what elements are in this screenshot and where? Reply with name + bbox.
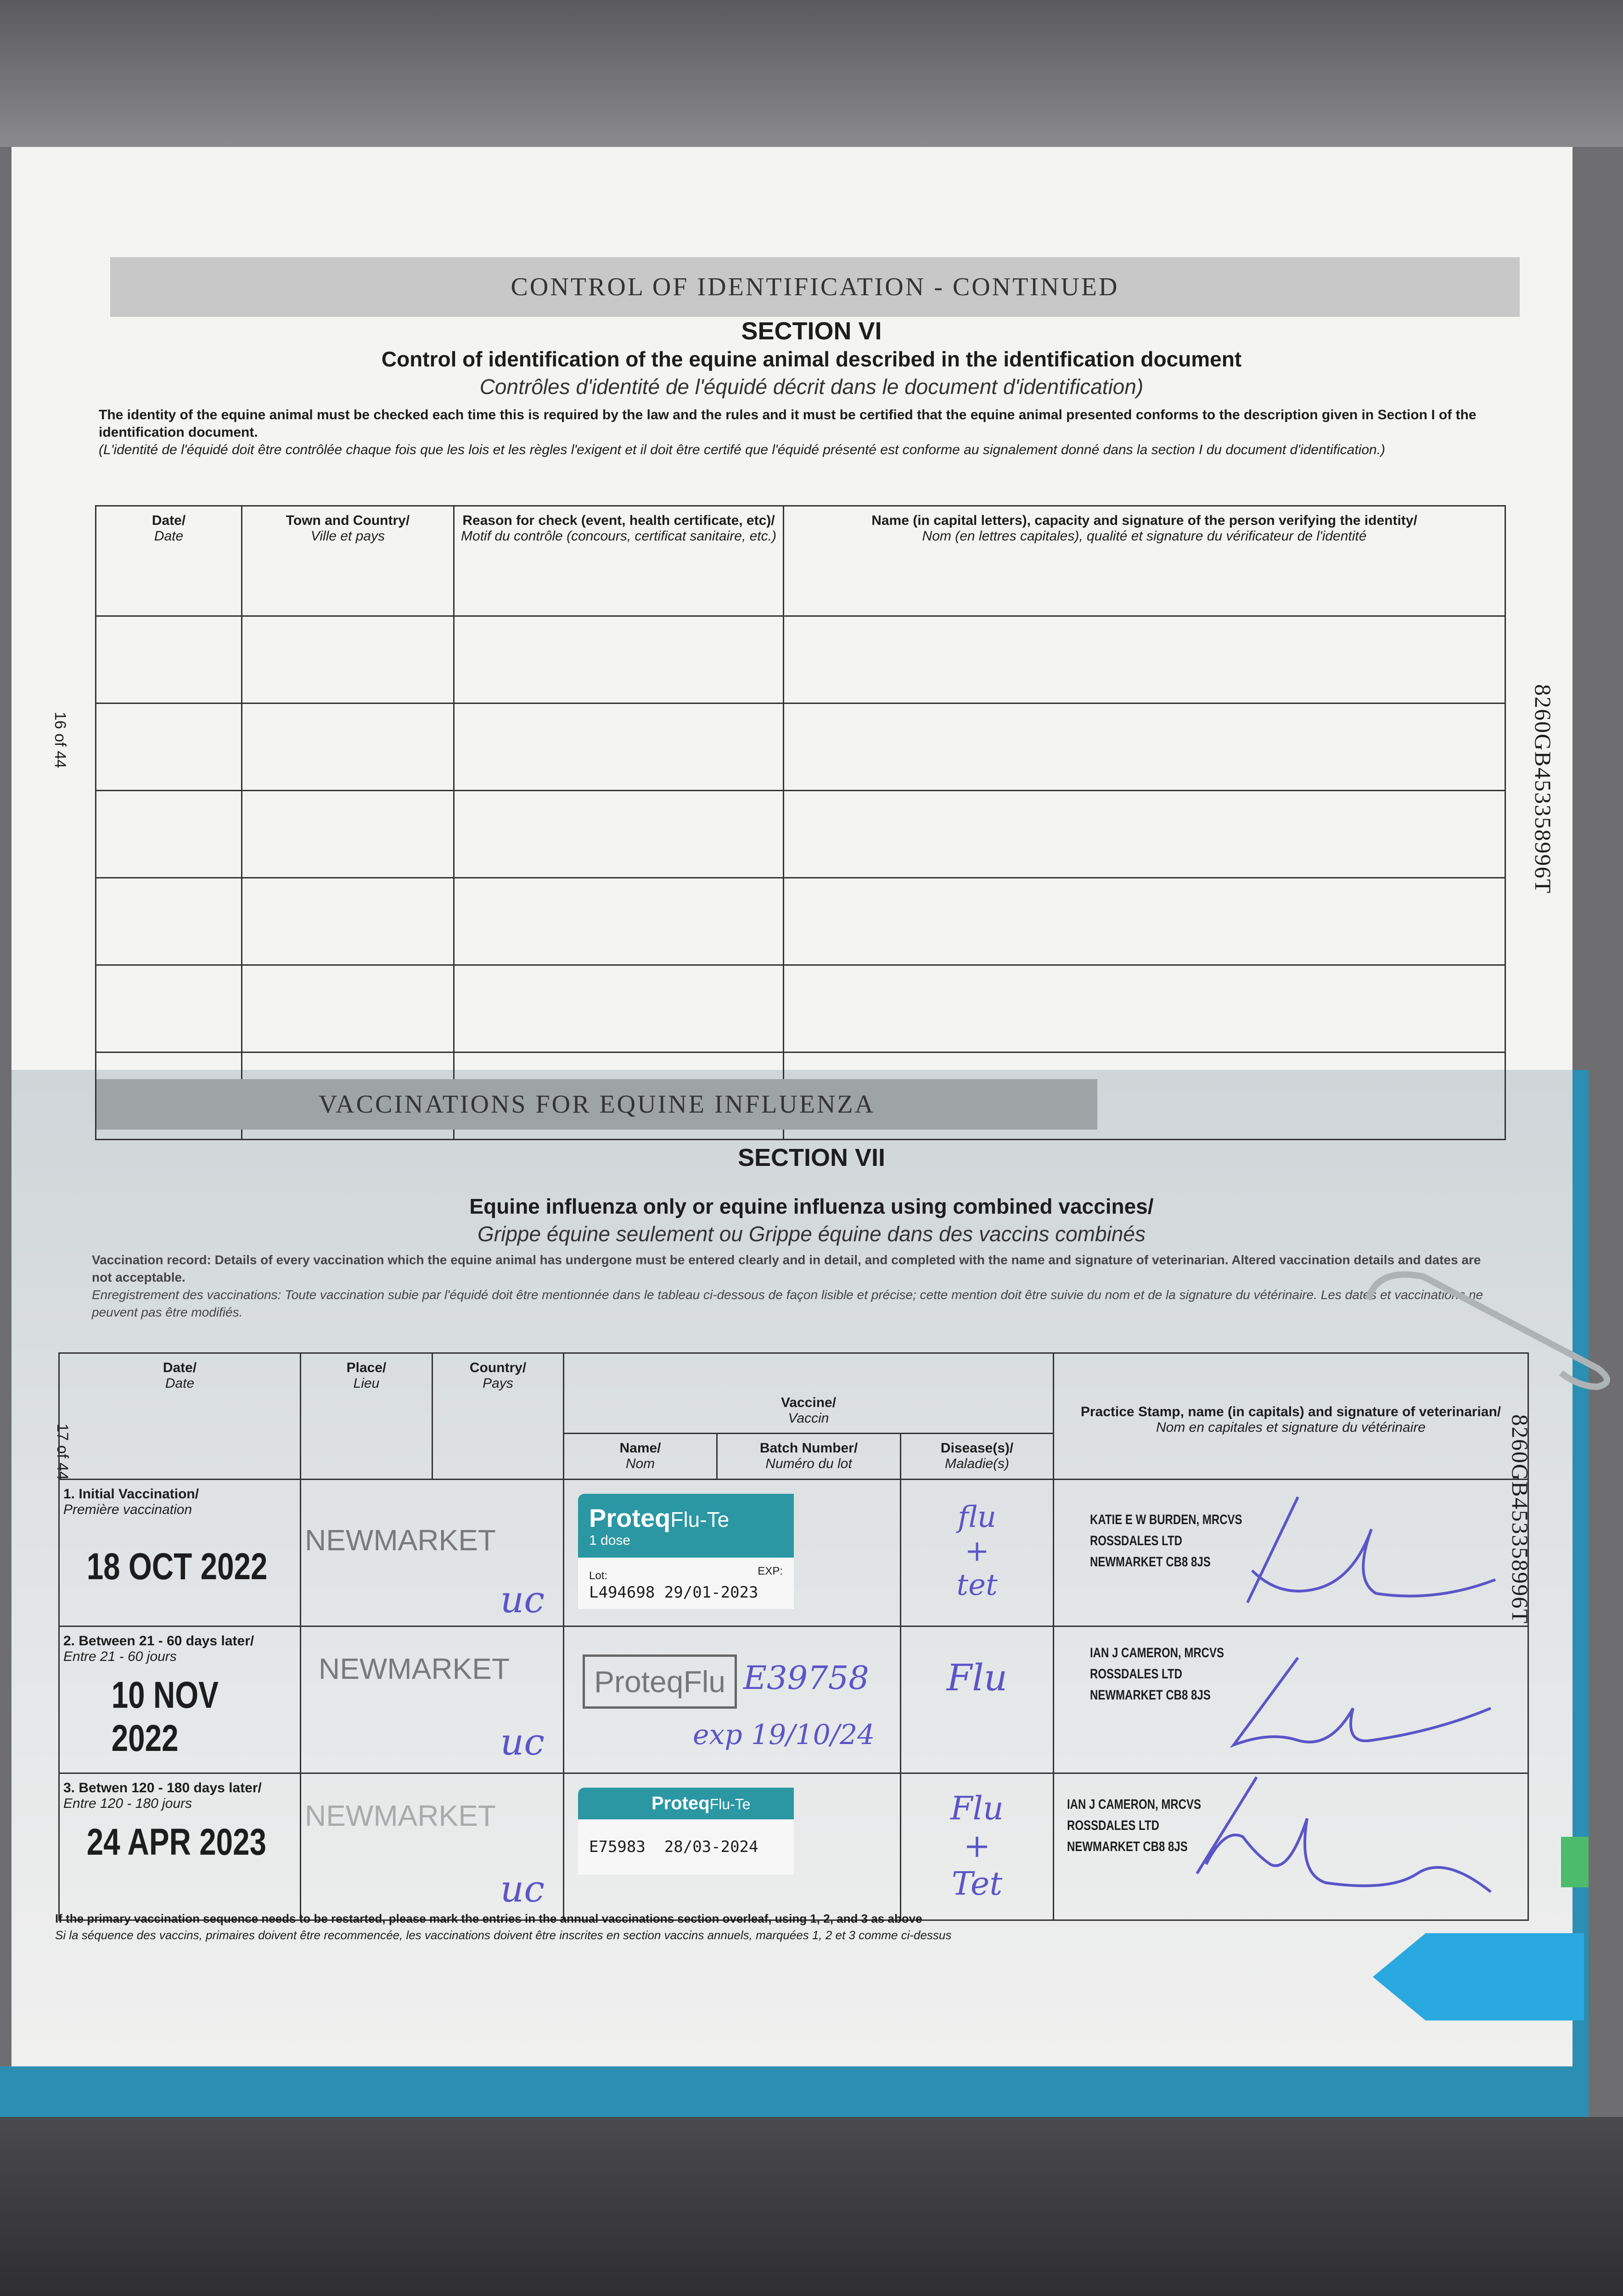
date-stamp: 10 NOV 2022 bbox=[111, 1674, 219, 1759]
batch-expiry: exp 19/10/24 bbox=[693, 1719, 875, 1751]
date-cell: 3. Betwen 120 - 180 days later/ Entre 120 - 180 jours 24 APR 2023 bbox=[59, 1773, 301, 1920]
footnote-fr: Si la séquence des vaccins, primaires doivent être recommencée, les vaccinations doivent être inscrites en section vaccins annuels, marquées 1, 2 et 3 comme ci-dessus bbox=[55, 1928, 952, 1942]
vaccine-batch-cell bbox=[564, 1626, 901, 1773]
col-date: Date/ Date bbox=[96, 506, 242, 616]
vaccination-row-1 bbox=[59, 1480, 1528, 1626]
vaccine-label-cell: ProteqFlu-Te 1 dose Lot: EXP: L494698 29/01-2023 bbox=[564, 1480, 901, 1626]
intro-text bbox=[99, 406, 1504, 459]
signature-icon bbox=[1179, 1488, 1500, 1607]
col-reason: Reason for check (event, health certificate, etc)/ Motif du contrôle (concours, certificat sanitaire, etc.) bbox=[454, 506, 784, 616]
empty-cell[interactable] bbox=[96, 616, 242, 703]
vaccine-stamp: ProteqFlu bbox=[583, 1654, 737, 1709]
empty-cell[interactable] bbox=[784, 791, 1505, 878]
initials: uc bbox=[500, 1868, 545, 1910]
expiry: 29/01-2023 bbox=[664, 1583, 758, 1602]
empty-cell[interactable] bbox=[96, 965, 242, 1052]
table-row bbox=[96, 703, 1505, 791]
identity-check-table bbox=[95, 505, 1506, 1140]
expiry: 28/03-2024 bbox=[664, 1838, 758, 1856]
vaccine-sticker: ProteqFlu-Te bbox=[578, 1788, 794, 1819]
section-heading: SECTION VI bbox=[741, 317, 882, 345]
footnote-en: If the primary vaccination sequence needs to be restarted, please mark the entries in the annual vaccinations section overleaf, using 1, 2, and 3 as above bbox=[55, 1912, 922, 1925]
place-country-cell bbox=[301, 1626, 564, 1773]
table-row bbox=[96, 791, 1505, 878]
section-title-en: Control of identification of the equine animal described in the identification document bbox=[381, 347, 1242, 371]
table-row bbox=[96, 878, 1505, 965]
place-country-cell bbox=[301, 1773, 564, 1920]
initials: uc bbox=[500, 1721, 545, 1763]
empty-cell[interactable] bbox=[784, 616, 1505, 703]
paper-clip-icon bbox=[1359, 1258, 1616, 1396]
intro-fr: Enregistrement des vaccinations: Toute vaccination subie par l'équidé doit être mentionnée dans le tableau ci-dessous de façon lisible et précise; cette mention doit être suivie du nom et de la signature du vétérinaire. Les dates et vaccinations ne peuvent pas être modifiés. bbox=[92, 1288, 1483, 1319]
section-banner: VACCINATIONS FOR EQUINE INFLUENZA bbox=[96, 1079, 1097, 1130]
date-stamp: 18 OCT 2022 bbox=[86, 1546, 268, 1587]
intro-en: Vaccination record: Details of every vaccination which the equine animal has undergone must be entered clearly and in detail, and completed with the name and signature of veterinarian. Altered vaccination details and dates are not acceptable. bbox=[92, 1253, 1481, 1284]
section-title-fr: Contrôles d'identité de l'équidé décrit dans le document d'identification) bbox=[479, 375, 1144, 399]
date-stamp: 24 APR 2023 bbox=[86, 1821, 267, 1863]
section-title-fr: Grippe équine seulement ou Grippe équine dans des vaccins combinés bbox=[477, 1222, 1146, 1246]
empty-cell[interactable] bbox=[96, 878, 242, 965]
initials: uc bbox=[500, 1578, 545, 1621]
lot-number: E75983 bbox=[589, 1838, 646, 1856]
scan-background-bottom bbox=[0, 2117, 1623, 2296]
empty-cell[interactable] bbox=[454, 878, 784, 965]
page-number: 17 of 44 bbox=[54, 1424, 71, 1480]
scan-background-top bbox=[0, 0, 1623, 147]
disease-cell: flu + tet bbox=[901, 1480, 1054, 1626]
vaccine-sticker: ProteqFlu-Te 1 dose bbox=[578, 1494, 794, 1558]
document-id: 8260GB453358996T bbox=[1530, 684, 1556, 894]
empty-cell[interactable] bbox=[242, 703, 454, 791]
empty-cell[interactable] bbox=[96, 791, 242, 878]
signature-icon bbox=[1179, 1653, 1500, 1754]
disease-cell: Flu + Tet bbox=[901, 1773, 1054, 1920]
place-country-cell bbox=[301, 1480, 564, 1626]
binder-edge-bottom bbox=[0, 2066, 1589, 2117]
intro-text bbox=[92, 1251, 1497, 1321]
table-header-row bbox=[96, 506, 1505, 616]
col-place: Place/ Lieu bbox=[301, 1353, 432, 1480]
table-row bbox=[96, 616, 1505, 703]
vet-cell: IAN J CAMERON, MRCVS ROSSDALES LTD NEWMARKET CB8 8JS bbox=[1054, 1773, 1528, 1920]
col-vaccine-name: Name/ Nom bbox=[564, 1434, 717, 1480]
section-heading: SECTION VII bbox=[737, 1144, 886, 1171]
footnote bbox=[55, 1910, 1432, 1943]
section-banner: CONTROL OF IDENTIFICATION - CONTINUED bbox=[110, 257, 1520, 317]
table-row bbox=[96, 965, 1505, 1052]
empty-cell[interactable] bbox=[242, 878, 454, 965]
empty-cell[interactable] bbox=[784, 878, 1505, 965]
empty-cell[interactable] bbox=[784, 965, 1505, 1052]
empty-cell[interactable] bbox=[96, 703, 242, 791]
table-header-row bbox=[59, 1353, 1528, 1434]
empty-cell[interactable] bbox=[454, 791, 784, 878]
empty-cell[interactable] bbox=[454, 616, 784, 703]
col-vet: Practice Stamp, name (in capitals) and signature of veterinarian/ Nom en capitales et signature du vétérinaire bbox=[1054, 1353, 1528, 1480]
vaccination-row-2 bbox=[59, 1626, 1528, 1773]
vet-cell: IAN J CAMERON, MRCVS ROSSDALES LTD NEWMARKET CB8 8JS bbox=[1054, 1626, 1528, 1773]
vaccination-row-3 bbox=[59, 1773, 1528, 1920]
vet-stamp: KATIE E W BURDEN, MRCVS ROSSDALES LTD NEWMARKET CB8 8JS bbox=[1090, 1512, 1242, 1570]
document-id: 8260GB453358996T bbox=[1507, 1414, 1533, 1624]
empty-cell[interactable] bbox=[454, 703, 784, 791]
col-town-country: Town and Country/ Ville et pays bbox=[242, 506, 454, 616]
empty-cell[interactable] bbox=[784, 703, 1505, 791]
empty-cell[interactable] bbox=[242, 965, 454, 1052]
empty-cell[interactable] bbox=[242, 791, 454, 878]
signature-icon bbox=[1151, 1773, 1500, 1901]
disease-cell: Flu bbox=[901, 1626, 1054, 1773]
date-cell: 2. Between 21 - 60 days later/ Entre 21 - 60 jours 10 NOV 2022 bbox=[59, 1626, 301, 1773]
vaccination-table bbox=[58, 1352, 1529, 1921]
place-stamp: NEWMARKET bbox=[305, 1524, 496, 1557]
col-verifier: Name (in capital letters), capacity and signature of the person verifying the identity/ Nom (en lettres capitales), qualité et signature du vérificateur de l'identité bbox=[784, 506, 1505, 616]
place-stamp: NEWMARKET bbox=[305, 1799, 496, 1832]
batch-number: E39758 bbox=[743, 1659, 869, 1697]
col-batch: Batch Number/ Numéro du lot bbox=[717, 1434, 901, 1480]
date-cell: 1. Initial Vaccination/ Première vaccination 18 OCT 2022 bbox=[59, 1480, 301, 1626]
green-tab bbox=[1561, 1837, 1589, 1887]
lot-number: L494698 bbox=[589, 1583, 655, 1602]
empty-cell[interactable] bbox=[454, 965, 784, 1052]
vaccine-label-cell bbox=[564, 1773, 901, 1920]
place-stamp: NEWMARKET bbox=[319, 1652, 510, 1685]
col-country: Country/ Pays bbox=[432, 1353, 564, 1480]
intro-en: The identity of the equine animal must be checked each time this is required by the law and the rules and it must be certified that the equine animal presented conforms to the description given in Section I of the identification document. bbox=[99, 407, 1477, 440]
col-vaccine: Vaccine/ Vaccin bbox=[564, 1353, 1054, 1434]
page-number: 16 of 44 bbox=[51, 712, 69, 768]
vet-cell bbox=[1054, 1480, 1528, 1626]
empty-cell[interactable] bbox=[242, 616, 454, 703]
section-title-en: Equine influenza only or equine influenza using combined vaccines/ bbox=[469, 1194, 1154, 1218]
col-date: Date/ Date bbox=[59, 1353, 301, 1480]
col-disease: Disease(s)/ Maladie(s) bbox=[901, 1434, 1054, 1480]
intro-fr: (L'identité de l'équidé doit être contrôlée chaque fois que les lois et les règles l'exigent et il doit être certifé que l'équidé présenté est conforme au signalement donné dans la section I du document d'identification.) bbox=[99, 442, 1386, 457]
